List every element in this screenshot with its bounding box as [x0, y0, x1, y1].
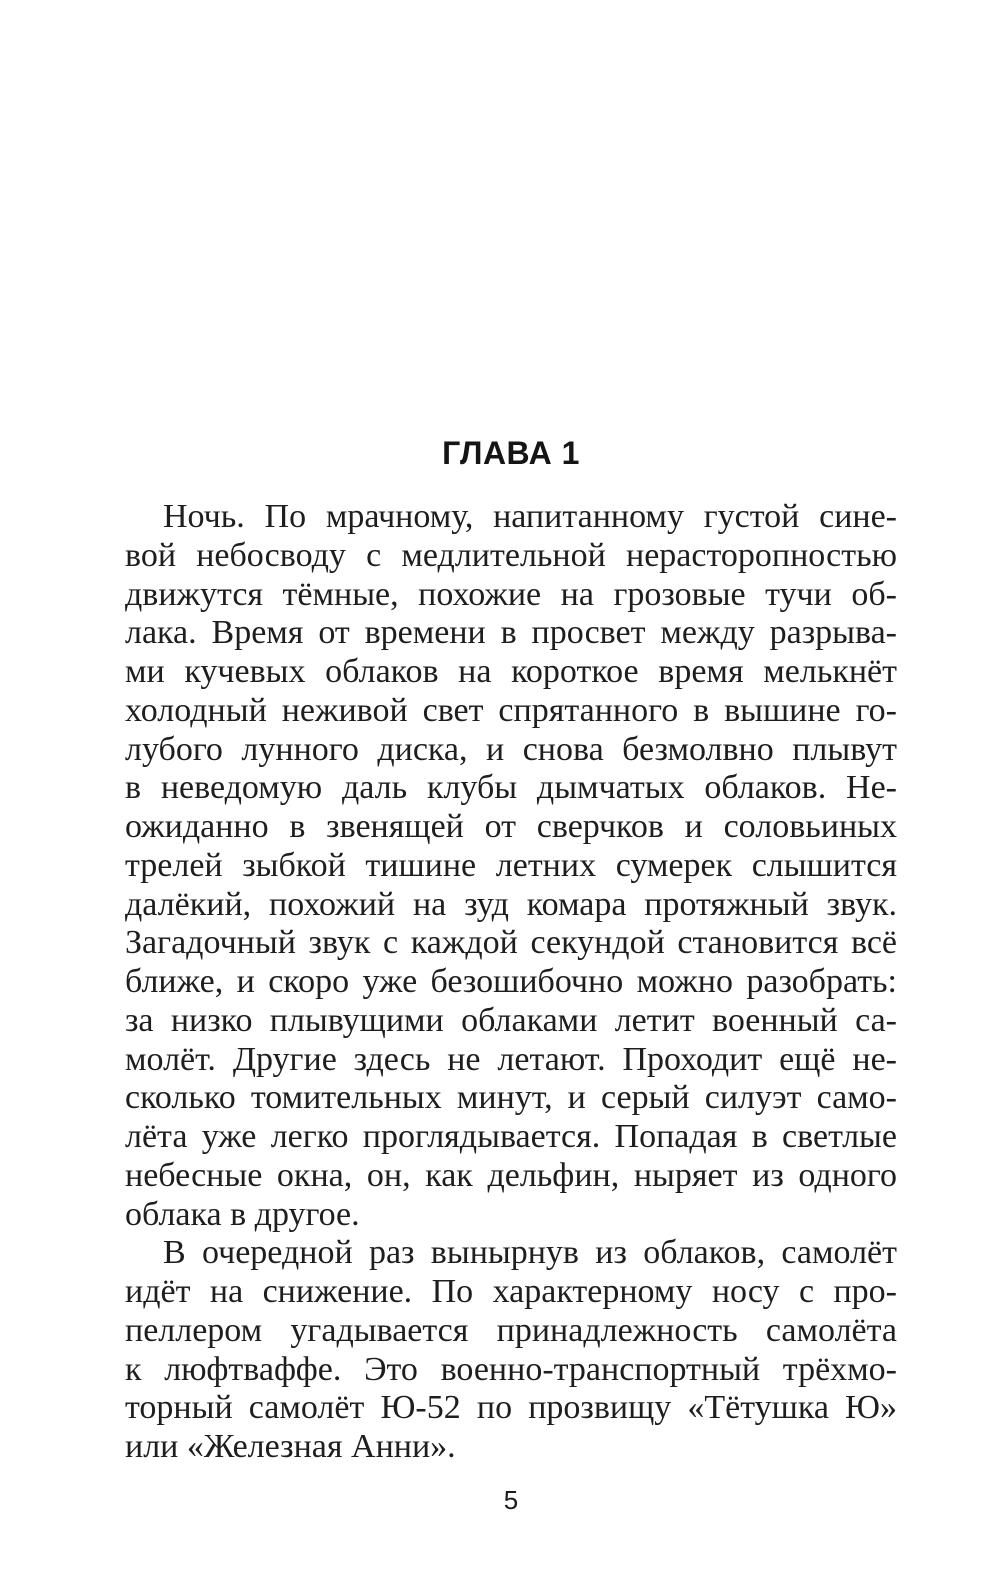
text-line: торный самолёт Ю-52 по прозвищу «Тётушка Ю»: [125, 1389, 897, 1427]
text-line: или «Железная Анни».: [125, 1428, 456, 1465]
text-line: молёт. Другие здесь не летают. Проходит ещё не-: [125, 1040, 897, 1078]
text-line: ми кучевых облаков на короткое время мелькнёт: [125, 653, 897, 690]
text-line: за низко плывущими облаками летит военный са-: [125, 1001, 897, 1039]
text-line: далёкий, похожий на зуд комара протяжный звук.: [125, 885, 897, 923]
text-line: облака в другое.: [125, 1195, 360, 1233]
text-line: Загадочный звук с каждой секундой становится всё: [125, 924, 897, 962]
page-number: 5: [503, 1485, 519, 1515]
text-line: ближе, и скоро уже безошибочно можно разобрать:: [125, 963, 897, 1000]
text-line: к люфтваффе. Это военно-транспортный трёхмо-: [125, 1350, 897, 1388]
body-text: [125, 498, 897, 1467]
paragraph-1: [125, 498, 897, 1234]
text-line: лёта уже легко проглядывается. Попадая в светлые: [125, 1118, 897, 1155]
paragraph-2: [125, 1234, 897, 1467]
text-line: движутся тёмные, похожие на грозовые тучи об-: [125, 575, 897, 613]
text-line: идёт на снижение. По характерному носу с про-: [125, 1273, 897, 1310]
text-line: лака. Время от времени в просвет между разрыва-: [125, 614, 897, 652]
chapter-title: ГЛАВА 1: [442, 435, 580, 471]
text-line: трелей зыбкой тишине летних сумерек слышится: [125, 846, 897, 884]
text-line: небесные окна, он, как дельфин, ныряет из одного: [125, 1156, 897, 1194]
text-line: ожиданно в звенящей от сверчков и соловьиных: [125, 808, 897, 845]
text-line: Ночь. По мрачному, напитанному густой сине-: [163, 498, 897, 535]
text-line: холодный неживой свет спрятанного в вышине го-: [125, 691, 897, 729]
text-line: в неведомую даль клубы дымчатых облаков. Не-: [125, 769, 897, 807]
text-line: лубого лунного диска, и снова безмолвно плывут: [125, 730, 897, 768]
text-line: сколько томительных минут, и серый силуэт само-: [125, 1079, 897, 1117]
text-line: пеллером угадывается принадлежность самолёта: [125, 1311, 897, 1349]
text-line: вой небосводу с медлительной нерасторопностью: [125, 536, 897, 574]
text-line: В очередной раз вынырнув из облаков, самолёт: [163, 1234, 897, 1272]
